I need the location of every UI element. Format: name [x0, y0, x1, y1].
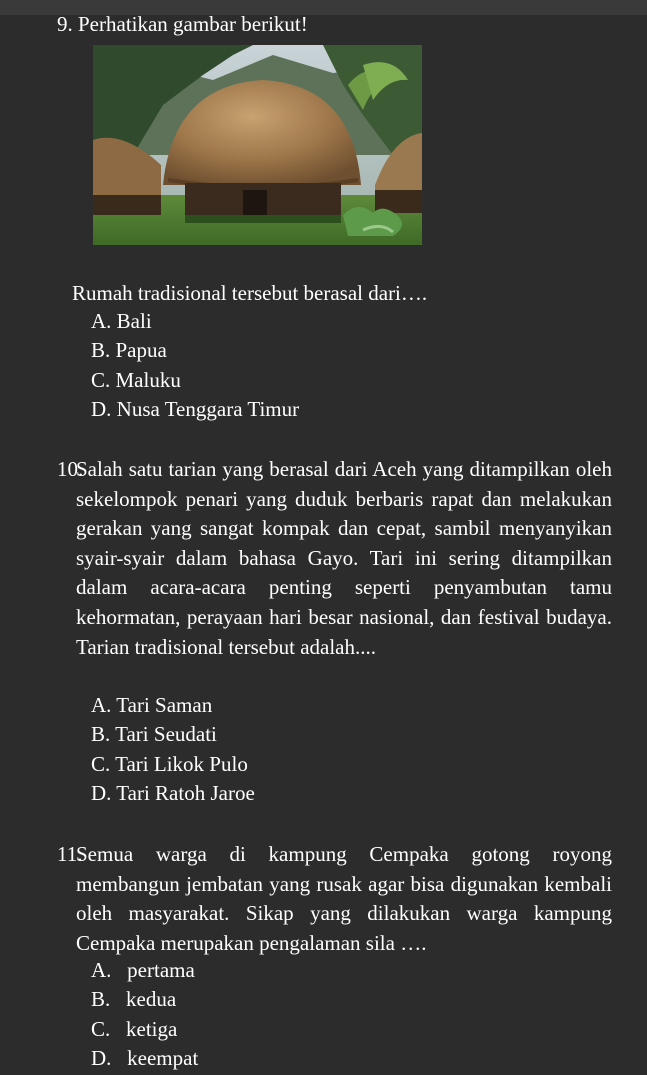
question-10-option-a[interactable]: A. Tari Saman	[91, 693, 213, 717]
question-11-option-a[interactable]: A. pertama	[91, 958, 195, 982]
question-11	[57, 840, 612, 958]
question-9-option-a[interactable]: A. Bali	[91, 309, 152, 333]
question-10-option-b[interactable]: B. Tari Seudati	[91, 722, 217, 746]
honai-house-photo	[93, 45, 422, 245]
question-11-option-c[interactable]: C. ketiga	[91, 1017, 178, 1041]
question-10-text: Salah satu tarian yang berasal dari Aceh yang ditampilkan oleh sekelompok penari yang duduk berbaris rapat dan melakukan gerakan yang sangat kompak dan cepat, sambil menyanyikan syair-syair dalam bahasa Gayo. Tari ini sering ditampilkan dalam acara-acara penting seperti penyambutan tamu kehormatan, perayaan hari besar nasional, dan festival budaya. Tarian tradisional tersebut adalah....	[76, 457, 612, 659]
question-10-option-c[interactable]: C. Tari Likok Pulo	[91, 752, 248, 776]
question-11-text: Semua warga di kampung Cempaka gotong royong membangun jembatan yang rusak agar bisa digunakan kembali oleh masyarakat. Sikap yang dilakukan warga kampung Cempaka merupakan pengalaman sila ….	[76, 842, 612, 955]
question-9-option-c[interactable]: C. Maluku	[91, 368, 181, 392]
question-11-option-d[interactable]: D. keempat	[91, 1046, 199, 1070]
question-10-option-d[interactable]: D. Tari Ratoh Jaroe	[91, 781, 255, 805]
question-11-number: 11.	[57, 842, 83, 866]
question-9-stem: Rumah tradisional tersebut berasal dari….	[72, 281, 428, 305]
question-11-option-b[interactable]: B. kedua	[91, 987, 177, 1011]
question-9-title: 9. Perhatikan gambar berikut!	[57, 12, 308, 36]
question-9-option-d[interactable]: D. Nusa Tenggara Timur	[91, 397, 300, 421]
question-10-number: 10.	[57, 457, 84, 481]
question-10	[57, 455, 612, 662]
question-9-option-b[interactable]: B. Papua	[91, 338, 167, 362]
